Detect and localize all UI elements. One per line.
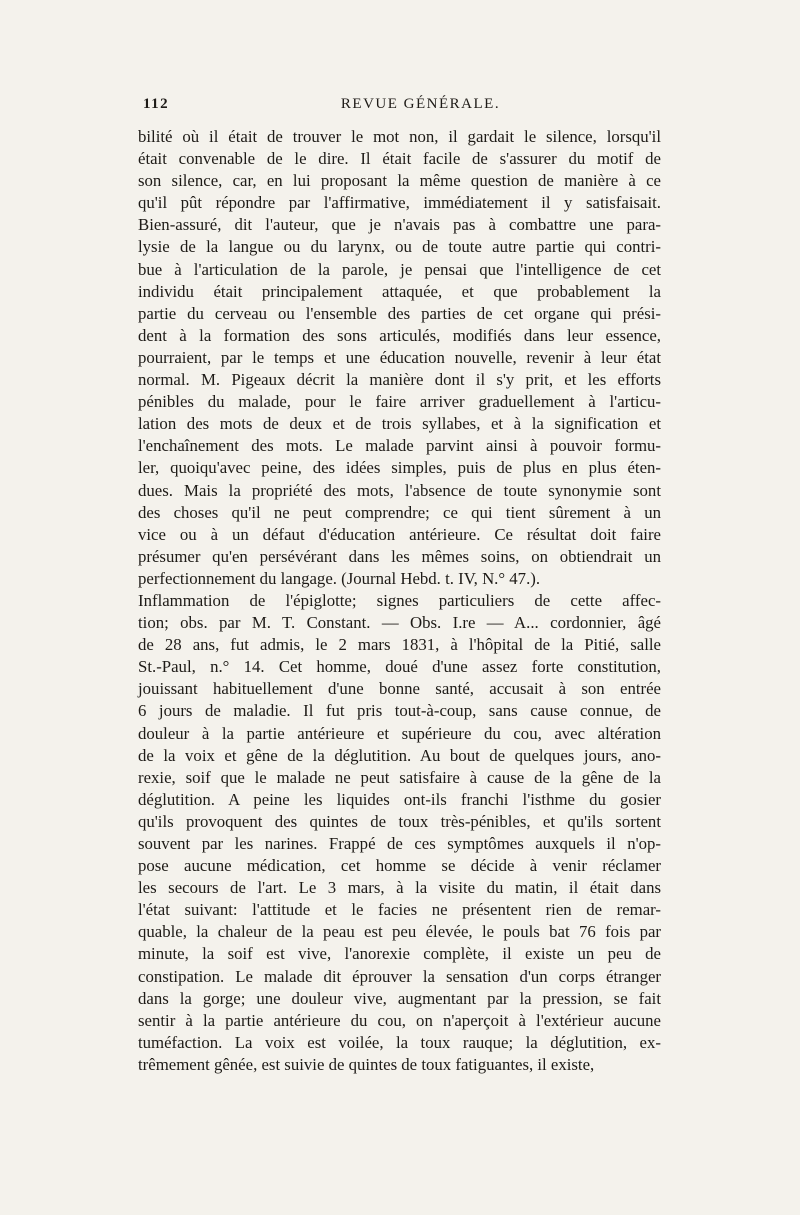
text-line: ler, quoiqu'avec peine, des idées simples, puis de plus en plus éten- [138, 458, 661, 478]
text-line: qu'il pût répondre par l'affirmative, immédiatement il y satisfaisait. [138, 193, 661, 213]
text-line: lysie de la langue ou du larynx, ou de toute autre partie qui contri- [138, 237, 661, 257]
text-line: souvent par les narines. Frappé de ces symptômes auxquels il n'op- [138, 834, 661, 853]
text-line: vice ou à un défaut d'éducation antérieure. Ce résultat doit faire [138, 524, 661, 544]
text-line: minute, la soif est vive, l'anorexie complète, il existe un peu de [138, 944, 661, 964]
text-line: bilité où il était de trouver le mot non, il gardait le silence, lorsqu'il [138, 127, 661, 146]
text-line: pourraient, par le temps et une éducation nouvelle, revenir à leur état [138, 347, 661, 367]
text-line: St.-Paul, n.° 14. Cet homme, doué d'une assez forte constitution, [138, 657, 661, 677]
text-line: déglutition. A peine les liquides ont-ils franchi l'isthme du gosier [138, 789, 661, 809]
text-line: douleur à la partie antérieure et supérieure du cou, avec altération [138, 723, 661, 743]
text-line: les secours de l'art. Le 3 mars, à la visite du matin, il était dans [138, 878, 661, 898]
text-line: de 28 ans, fut admis, le 2 mars 1831, à l'hôpital de la Pitié, salle [138, 635, 661, 655]
text-line: l'enchaînement des mots. Le malade parvint ainsi à pouvoir formu- [138, 436, 661, 456]
text-line: 6 jours de maladie. Il fut pris tout-à-coup, sans cause connue, de [138, 701, 661, 721]
page-header [143, 96, 658, 122]
text-line: de la voix et gêne de la déglutition. Au bout de quelques jours, ano- [138, 745, 661, 765]
text-line: Inflammation de l'épiglotte; signes particuliers de cette affec- [138, 590, 661, 610]
text-line: Bien-assuré, dit l'auteur, que je n'avais pas à combattre une para- [138, 215, 661, 235]
text-line: sentir à la partie antérieure du cou, on n'aperçoit à l'extérieur aucune [138, 1010, 661, 1030]
text-line: trêmement gênée, est suivie de quintes de toux fatiguantes, il existe, [138, 1054, 595, 1074]
text-line: l'état suivant: l'attitude et le facies ne présentent rien de remar- [138, 900, 661, 920]
text-line: quable, la chaleur de la peau est peu élevée, le pouls bat 76 fois par [138, 922, 661, 942]
text-line: tion; obs. par M. T. Constant. — Obs. I.re — A... cordonnier, âgé [138, 613, 661, 633]
text-line: individu était principalement attaquée, et que probablement la [138, 281, 661, 301]
text-line: partie du cerveau ou l'ensemble des parties de cet organe qui prési- [138, 303, 661, 323]
page-number: 112 [143, 96, 170, 112]
text-line: lation des mots de deux et de trois syllabes, et à la signification et [138, 414, 661, 434]
text-line: son silence, car, en lui proposant la même question de manière à ce [138, 171, 661, 191]
running-head: REVUE GÉNÉRALE. [340, 96, 501, 112]
text-line: dues. Mais la propriété des mots, l'absence de toute synonymie sont [138, 480, 661, 500]
text-line: pénibles du malade, pour le faire arriver graduellement à l'articu- [138, 392, 661, 412]
text-line: pose aucune médication, cet homme se décide à venir réclamer [138, 856, 661, 876]
text-line: dent à la formation des sons articulés, modifiés dans leur essence, [138, 325, 661, 345]
text-line: perfectionnement du langage. (Journal Hebd. t. IV, N.° 47.). [138, 568, 541, 588]
text-line: jouissant habituellement d'une bonne santé, accusait à son entrée [138, 679, 661, 699]
text-line: était convenable de le dire. Il était facile de s'assurer du motif de [138, 149, 661, 169]
text-line: bue à l'articulation de la parole, je pensai que l'intelligence de cet [138, 259, 661, 279]
text-line: des choses qu'il ne peut comprendre; ce qui tient sûrement à un [138, 502, 661, 522]
text-line: constipation. Le malade dit éprouver la sensation d'un corps étranger [138, 966, 661, 986]
text-line: tuméfaction. La voix est voilée, la toux rauque; la déglutition, ex- [138, 1032, 661, 1052]
text-line: rexie, soif que le malade ne peut satisfaire à cause de la gêne de la [138, 767, 661, 787]
text-line: présumer qu'en persévérant dans les mêmes soins, on obtiendrait un [138, 546, 661, 566]
text-line: normal. M. Pigeaux décrit la manière dont il s'y prit, et les efforts [138, 370, 661, 390]
text-line: qu'ils provoquent des quintes de toux très-pénibles, et qu'ils sortent [138, 811, 661, 831]
body-text [138, 126, 661, 1076]
text-line: dans la gorge; une douleur vive, augmentant par la pression, se fait [138, 988, 661, 1008]
